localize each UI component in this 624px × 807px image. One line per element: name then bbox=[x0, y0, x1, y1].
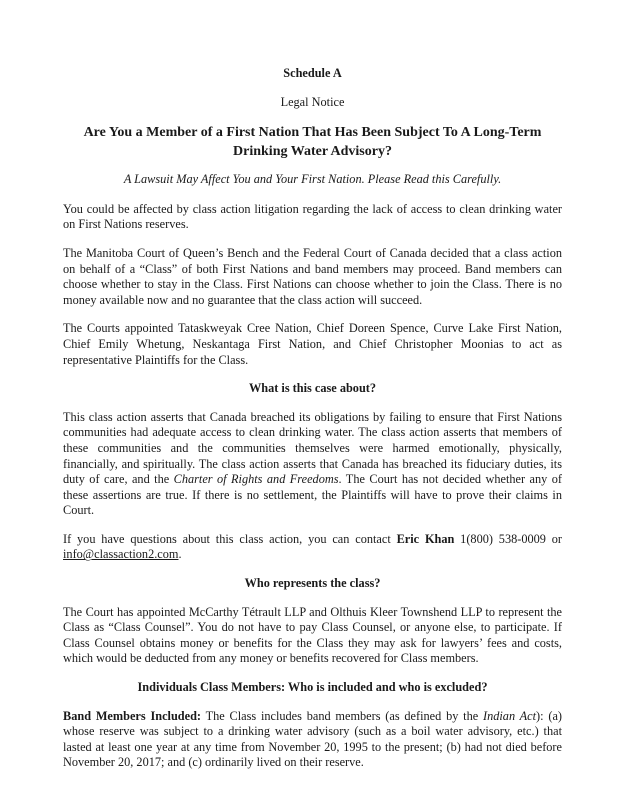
indian-act-italic-text: Indian Act bbox=[482, 708, 537, 723]
notice-type-label: Legal Notice bbox=[280, 94, 345, 109]
band-members-included-label: Band Members Included: bbox=[63, 708, 202, 723]
paragraph-contact-info bbox=[63, 532, 562, 563]
heading-what-is-this-case-about: What is this case about? bbox=[248, 381, 377, 396]
case-assertions-text: This class action asserts that Canada breached its obligations by failing to ensure that First Nations communities had adequate access to clean drinking water. The class action asserts that members of these communities and the communities themselves were harmed emotionally, physically, financially, and spiritually. The class action asserts that Canada has breached its fiduciary duties, its duty of care, and the bbox=[63, 409, 562, 487]
contact-text-period: . bbox=[178, 547, 182, 562]
paragraph-case-assertions bbox=[63, 410, 562, 519]
document-title: Are You a Member of a First Nation That Has Been Subject To A Long-Term Drinking Water Advisory? bbox=[83, 125, 542, 159]
schedule-label: Schedule A bbox=[283, 66, 342, 80]
contact-text: If you have questions about this class action, you can contact bbox=[63, 531, 397, 546]
charter-of-rights-italic-text: Charter of Rights and Freedoms bbox=[173, 472, 339, 487]
contact-phone-text: 1(800) 538-0009 or bbox=[454, 531, 562, 546]
band-members-text: The Class includes band members (as defined by the bbox=[201, 708, 483, 723]
case-assertions-text-continued: . The Court has not decided whether any of these assertions are true. If there is no settlement, the Plaintiffs will have to prove their claims in Court. bbox=[63, 472, 562, 518]
paragraph-class-counsel: The Court has appointed McCarthy Tétrault LLP and Olthuis Kleer Townshend LLP to represent the Class as “Class Counsel”. You do not have to pay Class Counsel, or anyone else, to participate. If Class Counsel obtains money or benefits for the Class they may ask for lawyers’ fees and costs, which would be deducted from any money or benefits recovered for Class members. bbox=[63, 604, 562, 666]
heading-who-represents-the-class: Who represents the class? bbox=[244, 576, 381, 591]
paragraph-representative-plaintiffs: The Courts appointed Tataskweyak Cree Nation, Chief Doreen Spence, Curve Lake First Nation, Chief Emily Whetung, Neskantaga First Nation, and Chief Christopher Moonias to act as representative Plaintiffs for the Class. bbox=[63, 321, 562, 367]
band-members-criteria-text: ): (a) whose reserve was subject to a drinking water advisory (such as a boil water advisory, etc.) that lasted at least one year at any time from November 20, 1995 to the present; (b) had not died before November 20, 2017; and (c) ordinarily lived on their reserve. bbox=[63, 708, 562, 770]
paragraph-affected-notice: You could be affected by class action litigation regarding the lack of access to clean drinking water on First Nations reserves. bbox=[63, 201, 562, 232]
contact-email-link[interactable]: info@classaction2.com bbox=[63, 547, 179, 562]
contact-person-name: Eric Khan bbox=[396, 531, 455, 546]
paragraph-band-members-included bbox=[63, 709, 562, 771]
paragraph-courts-decision: The Manitoba Court of Queen’s Bench and the Federal Court of Canada decided that a class action on behalf of a “Class” of both First Nations and band members may proceed. Band members can choose whether to stay in the Class. First Nations can choose whether to join the Class. There is no money available now and no guarantee that the class action will succeed. bbox=[63, 245, 562, 307]
heading-individuals-class-members: Individuals Class Members: Who is included and who is excluded? bbox=[137, 680, 488, 695]
document-subtitle: A Lawsuit May Affect You and Your First Nation. Please Read this Carefully. bbox=[123, 172, 502, 187]
